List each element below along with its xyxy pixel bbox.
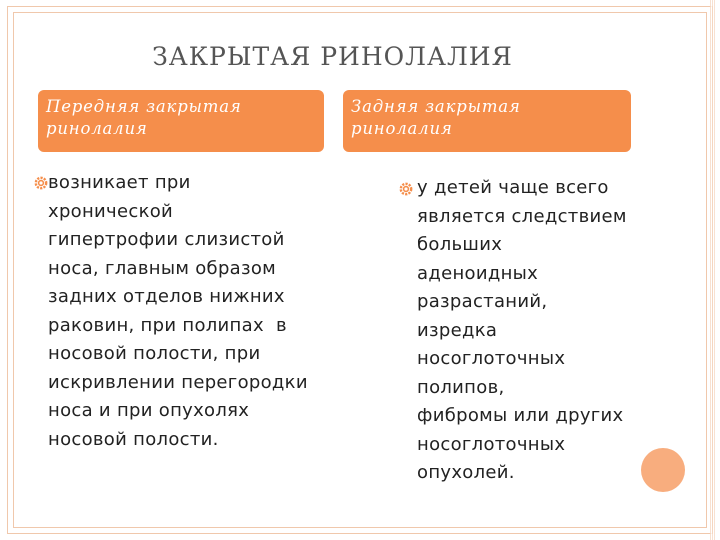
gear-bullet-icon	[399, 182, 413, 196]
text-line: аденоидных	[417, 262, 539, 284]
slide-title: ЗАКРЫТАЯ РИНОЛАЛИЯ	[152, 42, 513, 71]
text-line: носовой полости.	[48, 428, 219, 450]
text-line: гипертрофии слизистой	[48, 229, 285, 250]
right-column-header: Задняя закрытая ринолалия	[343, 90, 631, 152]
left-column-text	[48, 169, 368, 454]
text-line: фибромы или других	[417, 405, 624, 426]
text-line: у детей чаще всего	[417, 177, 609, 198]
right-column-text	[417, 174, 687, 488]
text-line: носоглоточных	[417, 348, 566, 369]
text-line: хронической	[48, 200, 174, 222]
text-line: является следствием	[417, 205, 627, 227]
text-line: задних отделов нижних	[48, 286, 285, 307]
decorative-strip	[710, 0, 716, 540]
text-line: носа, главным образом	[48, 257, 277, 279]
decorative-circle	[641, 448, 685, 492]
text-line: разрастаний,	[417, 291, 548, 312]
text-line: больших	[417, 234, 503, 255]
text-line: носовой полости, при	[48, 343, 261, 364]
text-line: искривлении перегородки	[48, 371, 308, 393]
text-line: носа и при опухолях	[48, 400, 250, 421]
text-line: носоглоточных	[417, 433, 566, 455]
text-line: раковин, при полипах в	[48, 314, 287, 336]
text-line: полипов,	[417, 376, 505, 398]
text-line: изредка	[417, 319, 498, 341]
gear-bullet-icon	[34, 176, 48, 190]
left-column-header: Передняя закрытая ринолалия	[38, 90, 324, 152]
text-line: опухолей.	[417, 462, 515, 483]
text-line: возникает при	[48, 172, 191, 193]
